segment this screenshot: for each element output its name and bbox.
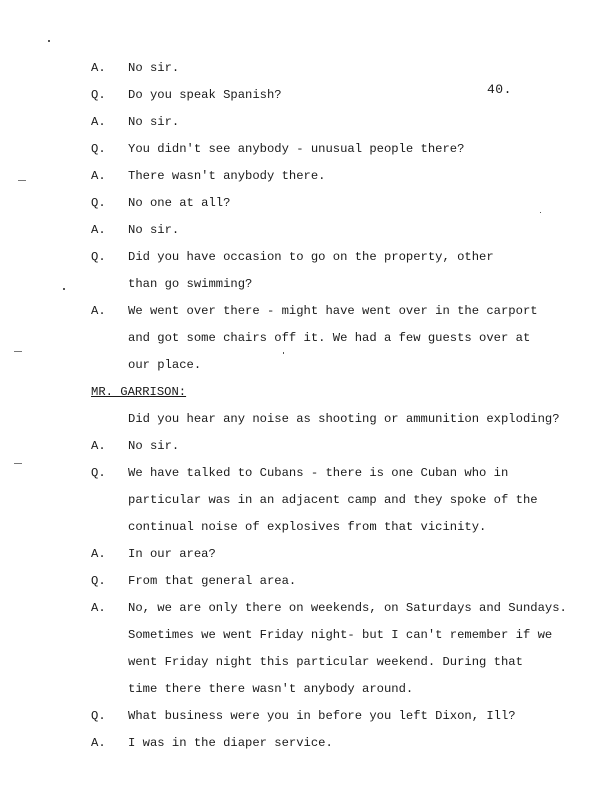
line-text: Sometimes we went Friday night- but I can't remember if we <box>128 628 553 642</box>
line-text: Did you have occasion to go on the property, other <box>128 250 494 264</box>
line-text: our place. <box>128 358 202 372</box>
line-text: No sir. <box>128 115 180 129</box>
transcript-line <box>0 329 612 347</box>
speaker-label: Q. <box>91 142 106 156</box>
line-text: I was in the diaper service. <box>128 736 333 750</box>
speaker-label: Q. <box>91 88 106 102</box>
line-text: We went over there - might have went over in the carport <box>128 304 538 318</box>
transcript-line <box>0 653 612 671</box>
line-text: No sir. <box>128 61 180 75</box>
transcript-line <box>0 221 612 239</box>
transcript-line <box>0 86 612 104</box>
line-text: There wasn't anybody there. <box>128 169 326 183</box>
transcript-line <box>0 491 612 509</box>
transcript-line <box>0 59 612 77</box>
speaker-label: Q. <box>91 709 106 723</box>
transcript-line <box>0 626 612 644</box>
line-text: No sir. <box>128 223 180 237</box>
speaker-heading: MR. GARRISON: <box>91 385 187 399</box>
transcript-line <box>0 707 612 725</box>
transcript-line <box>0 599 612 617</box>
page-number: 40. <box>487 82 512 97</box>
transcript-line <box>0 167 612 185</box>
transcript-line <box>0 302 612 320</box>
transcript-line <box>0 113 612 131</box>
line-text: No one at all? <box>128 196 231 210</box>
transcript-line <box>0 545 612 563</box>
speaker-label: A. <box>91 61 106 75</box>
line-text: From that general area. <box>128 574 297 588</box>
speaker-label: Q. <box>91 574 106 588</box>
line-text: continual noise of explosives from that vicinity. <box>128 520 487 534</box>
line-text: went Friday night this particular weekend. During that <box>128 655 523 669</box>
transcript-line <box>0 356 612 374</box>
line-text: No, we are only there on weekends, on Saturdays and Sundays. <box>128 601 567 615</box>
speaker-label: Q. <box>91 466 106 480</box>
line-text: You didn't see anybody - unusual people there? <box>128 142 465 156</box>
scan-speck <box>48 40 50 42</box>
transcript-line <box>0 464 612 482</box>
transcript-line <box>0 248 612 266</box>
speaker-label: A. <box>91 169 106 183</box>
transcript-line <box>0 437 612 455</box>
transcript-line <box>0 518 612 536</box>
line-text: We have talked to Cubans - there is one Cuban who in <box>128 466 509 480</box>
transcript-line <box>0 194 612 212</box>
speaker-label: Q. <box>91 250 106 264</box>
scan-speck <box>283 352 284 354</box>
line-text: No sir. <box>128 439 180 453</box>
speaker-label: A. <box>91 547 106 561</box>
scan-mark <box>14 351 22 352</box>
speaker-label: A. <box>91 223 106 237</box>
scan-speck <box>540 212 541 213</box>
transcript-line <box>0 680 612 698</box>
transcript-line <box>0 410 612 428</box>
transcript-line <box>0 140 612 158</box>
line-text: and got some chairs off it. We had a few guests over at <box>128 331 531 345</box>
transcript-line <box>0 275 612 293</box>
line-text: Did you hear any noise as shooting or ammunition exploding? <box>128 412 560 426</box>
speaker-label: A. <box>91 601 106 615</box>
speaker-label: Q. <box>91 196 106 210</box>
speaker-label: A. <box>91 115 106 129</box>
speaker-label: A. <box>91 736 106 750</box>
line-text: time there there wasn't anybody around. <box>128 682 414 696</box>
speaker-label: A. <box>91 439 106 453</box>
line-text: In our area? <box>128 547 216 561</box>
line-text: What business were you in before you left Dixon, Ill? <box>128 709 516 723</box>
speaker-label: A. <box>91 304 106 318</box>
line-text: Do you speak Spanish? <box>128 88 282 102</box>
line-text: than go swimming? <box>128 277 253 291</box>
line-text: particular was in an adjacent camp and they spoke of the <box>128 493 538 507</box>
transcript-line <box>0 572 612 590</box>
transcript-line <box>0 734 612 752</box>
